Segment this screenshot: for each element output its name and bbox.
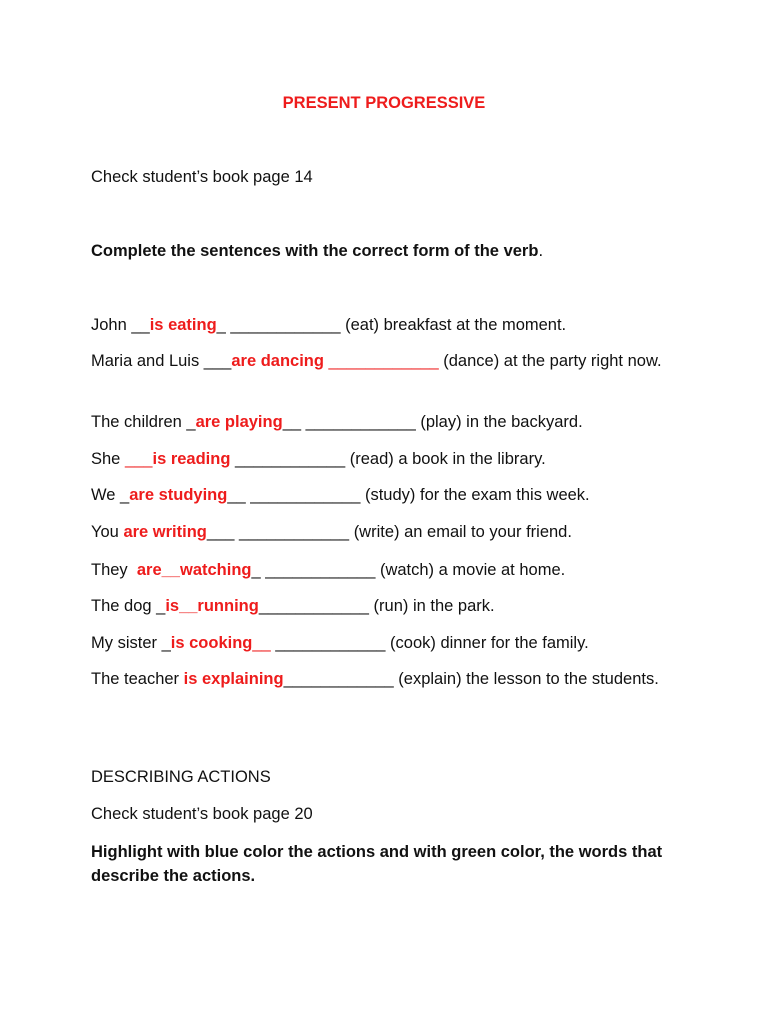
answer: is cooking — [170, 634, 253, 652]
sentence-1 — [91, 313, 691, 337]
answer-lead-blank: ___ — [124, 450, 153, 468]
sentence-prefix: They — [91, 561, 137, 579]
answer-trail-blank: __ — [252, 634, 271, 652]
sentence-suffix: _ ____________ (watch) a movie at home. — [251, 561, 566, 579]
answer: is reading — [152, 450, 231, 468]
sentence-10 — [91, 667, 691, 691]
sentence-prefix: The dog _ — [91, 597, 166, 615]
sentence-suffix: ____________ (cook) dinner for the family. — [270, 634, 589, 652]
instruction-period: . — [538, 242, 544, 260]
sentence-suffix: ____________ (explain) the lesson to the students. — [283, 670, 659, 688]
sentence-suffix: __ ____________ (play) in the backyard. — [282, 413, 583, 431]
check-book-reference-2: Check student’s book page 20 — [91, 805, 313, 823]
sentence-prefix: She — [91, 450, 125, 468]
sentence-prefix: We _ — [91, 486, 130, 504]
sentence-8 — [91, 594, 691, 618]
answer: are__watching — [136, 561, 252, 579]
sentence-9 — [91, 631, 691, 655]
answer: are playing — [195, 413, 283, 431]
answer: is__running — [165, 597, 259, 615]
answer: are writing — [123, 523, 207, 541]
highlight-instruction: Highlight with blue color the actions and with green color, the words that describe the actions. — [91, 843, 667, 885]
sentence-4 — [91, 447, 691, 471]
check-book-reference: Check student’s book page 14 — [91, 168, 313, 186]
sentence-suffix: ____________ (run) in the park. — [258, 597, 495, 615]
sentence-7 — [91, 558, 691, 582]
answer-blank: ____________ — [323, 352, 439, 370]
sentence-3 — [91, 410, 691, 434]
sentence-5 — [91, 483, 691, 507]
sentence-prefix: Maria and Luis ___ — [91, 352, 232, 370]
answer: are dancing — [231, 352, 324, 370]
sentence-suffix: ___ ____________ (write) an email to your friend. — [206, 523, 572, 541]
sentence-prefix: You — [91, 523, 124, 541]
answer: is eating — [149, 316, 217, 334]
sentence-2 — [91, 349, 691, 373]
answer: are studying — [129, 486, 228, 504]
page-title: PRESENT PROGRESSIVE — [282, 94, 486, 112]
section-heading: DESCRIBING ACTIONS — [91, 768, 271, 786]
sentence-6 — [91, 520, 691, 544]
sentence-suffix: ____________ (read) a book in the library. — [230, 450, 546, 468]
sentence-suffix: (dance) at the party right now. — [438, 352, 662, 370]
sentence-suffix: _ ____________ (eat) breakfast at the moment. — [216, 316, 567, 334]
sentence-prefix: The children _ — [91, 413, 196, 431]
sentence-prefix: John __ — [91, 316, 150, 334]
sentence-prefix: The teacher — [91, 670, 184, 688]
sentence-prefix: My sister _ — [91, 634, 171, 652]
sentence-suffix: __ ____________ (study) for the exam this week. — [227, 486, 590, 504]
instruction-text: Complete the sentences with the correct form of the verb — [91, 242, 539, 260]
answer: is explaining — [183, 670, 284, 688]
exercise-instruction — [91, 239, 691, 263]
